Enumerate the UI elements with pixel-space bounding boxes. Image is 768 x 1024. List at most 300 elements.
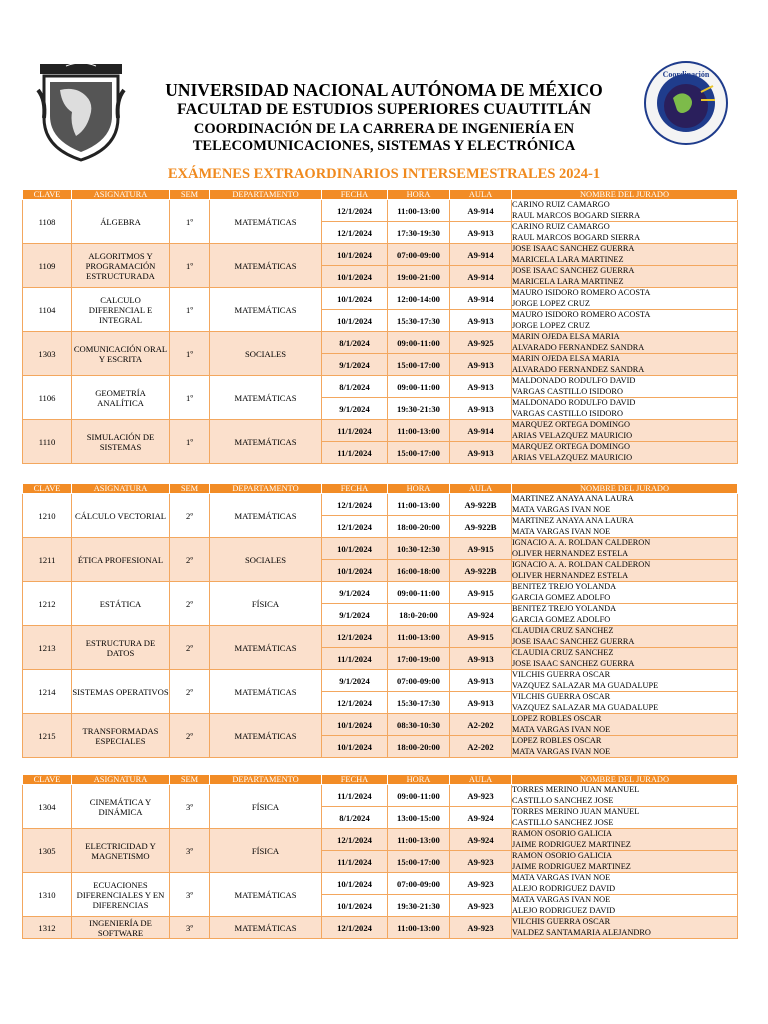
cell-sem: 1º <box>170 376 210 420</box>
cell-jurado <box>512 895 738 917</box>
jurado-name: BENITEZ TREJO YOLANDA <box>512 582 617 591</box>
cell-sem: 1º <box>170 200 210 244</box>
cell-hora: 11:00-13:00 <box>388 829 450 851</box>
jurado-name: MARIN OJEDA ELSA MARIA <box>512 332 620 341</box>
cell-aula: A9-913 <box>450 398 512 420</box>
cell-jurado <box>512 376 738 398</box>
cell-fecha: 8/1/2024 <box>322 807 388 829</box>
university-name: UNIVERSIDAD NACIONAL AUTÓNOMA DE MÉXICO <box>165 80 603 100</box>
cell-aula: A9-913 <box>450 376 512 398</box>
jurado-name: ALEJO RODRIGUEZ DAVID <box>512 883 616 893</box>
cell-hora: 15:00-17:00 <box>388 851 450 873</box>
cell-jurado <box>512 222 738 244</box>
cell-sem: 2º <box>170 494 210 538</box>
jurado-name: MARTINEZ ANAYA ANA LAURA <box>512 494 634 503</box>
column-header-jurado: NOMBRE DEL JURADO <box>512 484 738 494</box>
jurado-name: MARIN OJEDA ELSA MARIA <box>512 354 620 363</box>
cell-hora: 17:30-19:30 <box>388 222 450 244</box>
jurado-name: JAIME RODRIGUEZ MARTINEZ <box>512 839 631 849</box>
table-row <box>23 829 738 851</box>
cell-fecha: 12/1/2024 <box>322 626 388 648</box>
cell-aula: A9-923 <box>450 851 512 873</box>
cell-sem: 2º <box>170 538 210 582</box>
cell-fecha: 11/1/2024 <box>322 648 388 670</box>
cell-jurado <box>512 714 738 736</box>
cell-hora: 11:00-13:00 <box>388 420 450 442</box>
cell-jurado <box>512 807 738 829</box>
jurado-name: RAUL MARCOS BOGARD SIERRA <box>512 232 641 242</box>
cell-asignatura: INGENIERÍA DE SOFTWARE <box>72 917 170 939</box>
cell-fecha: 10/1/2024 <box>322 288 388 310</box>
cell-hora: 11:00-13:00 <box>388 494 450 516</box>
cell-jurado <box>512 670 738 692</box>
cell-jurado <box>512 516 738 538</box>
cell-jurado <box>512 442 738 464</box>
jurado-name: MATA VARGAS IVAN NOE <box>512 895 611 904</box>
column-header-clave: CLAVE <box>23 484 72 494</box>
jurado-name: MAURO ISIDORO ROMERO ACOSTA <box>512 310 651 319</box>
jurado-name: OLIVER HERNANDEZ ESTELA <box>512 570 629 580</box>
cell-fecha: 11/1/2024 <box>322 851 388 873</box>
cell-jurado <box>512 420 738 442</box>
cell-jurado <box>512 604 738 626</box>
column-header-asignatura: ASIGNATURA <box>72 775 170 785</box>
cell-fecha: 9/1/2024 <box>322 398 388 420</box>
cell-sem: 2º <box>170 714 210 758</box>
cell-fecha: 12/1/2024 <box>322 516 388 538</box>
jurado-name: JORGE LOPEZ CRUZ <box>512 320 590 330</box>
cell-sem: 2º <box>170 582 210 626</box>
schedule-table-sem1 <box>22 189 738 464</box>
cell-clave: 1305 <box>23 829 72 873</box>
cell-asignatura: CINEMÁTICA Y DINÁMICA <box>72 785 170 829</box>
cell-hora: 18:00-20:00 <box>388 736 450 758</box>
table-row <box>23 420 738 442</box>
jurado-name: JAIME RODRIGUEZ MARTINEZ <box>512 861 631 871</box>
jurado-name: OLIVER HERNANDEZ ESTELA <box>512 548 629 558</box>
jurado-name: MARICELA LARA MARTINEZ <box>512 276 624 286</box>
cell-departamento: MATEMÁTICAS <box>210 200 322 244</box>
table-row <box>23 917 738 939</box>
header-row <box>23 190 738 200</box>
jurado-name: JOSE ISAAC SANCHEZ GUERRA <box>512 658 635 668</box>
cell-hora: 11:00-13:00 <box>388 917 450 939</box>
column-header-departamento: DEPARTAMENTO <box>210 190 322 200</box>
cell-hora: 10:30-12:30 <box>388 538 450 560</box>
cell-fecha: 8/1/2024 <box>322 376 388 398</box>
jurado-name: JORGE LOPEZ CRUZ <box>512 298 590 308</box>
cell-jurado <box>512 266 738 288</box>
cell-asignatura: ELECTRICIDAD Y MAGNETISMO <box>72 829 170 873</box>
cell-fecha: 12/1/2024 <box>322 200 388 222</box>
jurado-name: JOSE ISAAC SANCHEZ GUERRA <box>512 244 635 253</box>
table-row <box>23 785 738 807</box>
cell-asignatura: CALCULO DIFERENCIAL E INTEGRAL <box>72 288 170 332</box>
cell-hora: 16:00-18:00 <box>388 560 450 582</box>
jurado-name: MARICELA LARA MARTINEZ <box>512 254 624 264</box>
cell-clave: 1109 <box>23 244 72 288</box>
cell-hora: 18:0-20:00 <box>388 604 450 626</box>
cell-sem: 2º <box>170 670 210 714</box>
cell-sem: 1º <box>170 288 210 332</box>
cell-hora: 07:00-09:00 <box>388 670 450 692</box>
cell-hora: 12:00-14:00 <box>388 288 450 310</box>
jurado-name: MAURO ISIDORO ROMERO ACOSTA <box>512 288 651 297</box>
cell-jurado <box>512 200 738 222</box>
cell-clave: 1110 <box>23 420 72 464</box>
table-row <box>23 288 738 310</box>
faculty-name: FACULTAD DE ESTUDIOS SUPERIORES CUAUTITLÁN <box>176 101 591 118</box>
jurado-name: JOSE ISAAC SANCHEZ GUERRA <box>512 266 635 275</box>
cell-fecha: 9/1/2024 <box>322 604 388 626</box>
cell-clave: 1215 <box>23 714 72 758</box>
cell-clave: 1310 <box>23 873 72 917</box>
column-header-fecha: FECHA <box>322 775 388 785</box>
column-header-clave: CLAVE <box>23 190 72 200</box>
jurado-name: VAZQUEZ SALAZAR MA GUADALUPE <box>512 680 659 690</box>
cell-fecha: 10/1/2024 <box>322 266 388 288</box>
cell-jurado <box>512 332 738 354</box>
cell-jurado <box>512 626 738 648</box>
jurado-name: VARGAS CASTILLO ISIDORO <box>512 386 623 396</box>
column-header-sem: SEM <box>170 484 210 494</box>
cell-hora: 15:00-17:00 <box>388 442 450 464</box>
cell-jurado <box>512 851 738 873</box>
cell-aula: A9-923 <box>450 917 512 939</box>
jurado-name: MALDONADO RODULFO DAVID <box>512 376 636 385</box>
cell-hora: 07:00-09:00 <box>388 873 450 895</box>
cell-sem: 3º <box>170 873 210 917</box>
table-row <box>23 494 738 516</box>
jurado-name: IGNACIO A. A. ROLDAN CALDERON <box>512 538 651 547</box>
cell-asignatura: TRANSFORMADAS ESPECIALES <box>72 714 170 758</box>
cell-aula: A9-922B <box>450 560 512 582</box>
column-header-aula: AULA <box>450 775 512 785</box>
jurado-name: VILCHIS GUERRA OSCAR <box>512 670 611 679</box>
cell-clave: 1212 <box>23 582 72 626</box>
cell-jurado <box>512 582 738 604</box>
column-header-jurado: NOMBRE DEL JURADO <box>512 775 738 785</box>
jurado-name: JOSE ISAAC SANCHEZ GUERRA <box>512 636 635 646</box>
cell-aula: A9-914 <box>450 420 512 442</box>
header-row <box>23 775 738 785</box>
cell-fecha: 12/1/2024 <box>322 692 388 714</box>
cell-asignatura: ÁLGEBRA <box>72 200 170 244</box>
cell-departamento: MATEMÁTICAS <box>210 288 322 332</box>
cell-aula: A9-914 <box>450 266 512 288</box>
jurado-name: VALDEZ SANTAMARIA ALEJANDRO <box>512 927 651 937</box>
cell-asignatura: ALGORITMOS Y PROGRAMACIÓN ESTRUCTURADA <box>72 244 170 288</box>
jurado-name: LOPEZ ROBLES OSCAR <box>512 736 602 745</box>
column-header-departamento: DEPARTAMENTO <box>210 484 322 494</box>
schedule-table-sem2 <box>22 483 738 758</box>
cell-aula: A2-202 <box>450 714 512 736</box>
cell-aula: A9-913 <box>450 442 512 464</box>
column-header-hora: HORA <box>388 775 450 785</box>
table-row <box>23 873 738 895</box>
cell-departamento: SOCIALES <box>210 538 322 582</box>
jurado-name: ARIAS VELAZQUEZ MAURICIO <box>512 430 633 440</box>
cell-jurado <box>512 873 738 895</box>
cell-clave: 1108 <box>23 200 72 244</box>
cell-aula: A9-914 <box>450 200 512 222</box>
cell-departamento: SOCIALES <box>210 332 322 376</box>
cell-clave: 1214 <box>23 670 72 714</box>
table-row <box>23 670 738 692</box>
cell-departamento: MATEMÁTICAS <box>210 626 322 670</box>
jurado-name: ALVARADO FERNANDEZ SANDRA <box>512 342 645 352</box>
jurado-name: ALVARADO FERNANDEZ SANDRA <box>512 364 645 374</box>
cell-aula: A9-913 <box>450 692 512 714</box>
cell-departamento: FÍSICA <box>210 785 322 829</box>
cell-hora: 19:30-21:30 <box>388 895 450 917</box>
column-header-hora: HORA <box>388 190 450 200</box>
jurado-name: MATA VARGAS IVAN NOE <box>512 724 611 734</box>
cell-departamento: MATEMÁTICAS <box>210 670 322 714</box>
jurado-name: BENITEZ TREJO YOLANDA <box>512 604 617 613</box>
jurado-name: GARCIA GOMEZ ADOLFO <box>512 592 611 602</box>
header-row <box>23 484 738 494</box>
column-header-asignatura: ASIGNATURA <box>72 190 170 200</box>
jurado-name: ARIAS VELAZQUEZ MAURICIO <box>512 452 633 462</box>
cell-jurado <box>512 538 738 560</box>
cell-aula: A9-915 <box>450 582 512 604</box>
cell-aula: A9-924 <box>450 829 512 851</box>
cell-hora: 09:00-11:00 <box>388 332 450 354</box>
cell-sem: 2º <box>170 626 210 670</box>
cell-fecha: 9/1/2024 <box>322 582 388 604</box>
jurado-name: CLAUDIA CRUZ SANCHEZ <box>512 626 614 635</box>
table-row <box>23 376 738 398</box>
cell-departamento: FÍSICA <box>210 582 322 626</box>
cell-hora: 18:00-20:00 <box>388 516 450 538</box>
coordination-line-1: COORDINACIÓN DE LA CARRERA DE INGENIERÍA EN <box>193 121 575 137</box>
cell-clave: 1106 <box>23 376 72 420</box>
jurado-name: TORRES MERINO JUAN MANUEL <box>512 807 640 816</box>
jurado-name: MARQUEZ ORTEGA DOMINGO <box>512 442 630 451</box>
column-header-departamento: DEPARTAMENTO <box>210 775 322 785</box>
cell-jurado <box>512 244 738 266</box>
cell-clave: 1312 <box>23 917 72 939</box>
column-header-fecha: FECHA <box>322 190 388 200</box>
cell-asignatura: ESTÁTICA <box>72 582 170 626</box>
cell-asignatura: GEOMETRÍA ANALÍTICA <box>72 376 170 420</box>
cell-hora: 15:30-17:30 <box>388 310 450 332</box>
jurado-name: CARINO RUIZ CAMARGO <box>512 222 610 231</box>
column-header-jurado: NOMBRE DEL JURADO <box>512 190 738 200</box>
cell-sem: 1º <box>170 244 210 288</box>
cell-departamento: MATEMÁTICAS <box>210 376 322 420</box>
cell-aula: A9-913 <box>450 310 512 332</box>
jurado-name: MATA VARGAS IVAN NOE <box>512 873 611 882</box>
cell-fecha: 10/1/2024 <box>322 538 388 560</box>
cell-aula: A9-913 <box>450 648 512 670</box>
cell-hora: 11:00-13:00 <box>388 626 450 648</box>
jurado-name: RAMON OSORIO GALICIA <box>512 851 613 860</box>
cell-clave: 1303 <box>23 332 72 376</box>
jurado-name: VAZQUEZ SALAZAR MA GUADALUPE <box>512 702 659 712</box>
cell-fecha: 9/1/2024 <box>322 670 388 692</box>
jurado-name: LOPEZ ROBLES OSCAR <box>512 714 602 723</box>
cell-sem: 1º <box>170 332 210 376</box>
cell-hora: 15:30-17:30 <box>388 692 450 714</box>
table-row <box>23 244 738 266</box>
column-header-sem: SEM <box>170 775 210 785</box>
cell-departamento: MATEMÁTICAS <box>210 714 322 758</box>
cell-aula: A9-915 <box>450 626 512 648</box>
cell-jurado <box>512 494 738 516</box>
cell-jurado <box>512 692 738 714</box>
cell-fecha: 12/1/2024 <box>322 494 388 516</box>
cell-fecha: 9/1/2024 <box>322 354 388 376</box>
cell-aula: A9-913 <box>450 222 512 244</box>
cell-jurado <box>512 354 738 376</box>
cell-fecha: 10/1/2024 <box>322 244 388 266</box>
jurado-name: IGNACIO A. A. ROLDAN CALDERON <box>512 560 651 569</box>
jurado-name: VARGAS CASTILLO ISIDORO <box>512 408 623 418</box>
table-row <box>23 626 738 648</box>
coordination-name <box>130 121 638 155</box>
cell-fecha: 12/1/2024 <box>322 917 388 939</box>
cell-fecha: 10/1/2024 <box>322 873 388 895</box>
cell-aula: A9-923 <box>450 895 512 917</box>
cell-hora: 07:00-09:00 <box>388 244 450 266</box>
cell-jurado <box>512 398 738 420</box>
cell-hora: 09:00-11:00 <box>388 582 450 604</box>
cell-hora: 08:30-10:30 <box>388 714 450 736</box>
cell-asignatura: COMUNICACIÓN ORAL Y ESCRITA <box>72 332 170 376</box>
jurado-name: CASTILLO SANCHEZ JOSE <box>512 795 614 805</box>
cell-fecha: 8/1/2024 <box>322 332 388 354</box>
cell-sem: 3º <box>170 785 210 829</box>
table-row <box>23 200 738 222</box>
column-header-asignatura: ASIGNATURA <box>72 484 170 494</box>
cell-aula: A9-924 <box>450 604 512 626</box>
schedule-table-sem3 <box>22 774 738 939</box>
column-header-hora: HORA <box>388 484 450 494</box>
cell-hora: 19:30-21:30 <box>388 398 450 420</box>
table-row <box>23 582 738 604</box>
cell-asignatura: ESTRUCTURA DE DATOS <box>72 626 170 670</box>
cell-sem: 1º <box>170 420 210 464</box>
cell-clave: 1304 <box>23 785 72 829</box>
cell-fecha: 12/1/2024 <box>322 222 388 244</box>
cell-hora: 15:00-17:00 <box>388 354 450 376</box>
cell-hora: 09:00-11:00 <box>388 376 450 398</box>
exam-title: EXÁMENES EXTRAORDINARIOS INTERSEMESTRALES 2024-1 <box>167 166 601 182</box>
jurado-name: MATA VARGAS IVAN NOE <box>512 746 611 756</box>
unam-seal-logo <box>36 60 126 164</box>
cell-jurado <box>512 917 738 939</box>
cell-fecha: 10/1/2024 <box>322 736 388 758</box>
cell-aula: A9-923 <box>450 873 512 895</box>
cell-sem: 3º <box>170 917 210 939</box>
cell-aula: A9-913 <box>450 354 512 376</box>
cell-fecha: 10/1/2024 <box>322 560 388 582</box>
jurado-name: MATA VARGAS IVAN NOE <box>512 504 611 514</box>
cell-departamento: MATEMÁTICAS <box>210 494 322 538</box>
table-row <box>23 332 738 354</box>
cell-hora: 11:00-13:00 <box>388 200 450 222</box>
cell-departamento: MATEMÁTICAS <box>210 873 322 917</box>
cell-hora: 09:00-11:00 <box>388 785 450 807</box>
cell-jurado <box>512 310 738 332</box>
cell-asignatura: SISTEMAS OPERATIVOS <box>72 670 170 714</box>
cell-departamento: MATEMÁTICAS <box>210 917 322 939</box>
cell-aula: A9-915 <box>450 538 512 560</box>
cell-clave: 1104 <box>23 288 72 332</box>
cell-fecha: 11/1/2024 <box>322 785 388 807</box>
cell-aula: A9-914 <box>450 244 512 266</box>
jurado-name: VILCHIS GUERRA OSCAR <box>512 692 611 701</box>
column-header-fecha: FECHA <box>322 484 388 494</box>
cell-jurado <box>512 785 738 807</box>
cell-jurado <box>512 288 738 310</box>
column-header-sem: SEM <box>170 190 210 200</box>
jurado-name: MALDONADO RODULFO DAVID <box>512 398 636 407</box>
column-header-clave: CLAVE <box>23 775 72 785</box>
cell-hora: 19:00-21:00 <box>388 266 450 288</box>
coordination-logo <box>643 60 729 146</box>
cell-sem: 3º <box>170 829 210 873</box>
cell-jurado <box>512 829 738 851</box>
cell-aula: A9-913 <box>450 670 512 692</box>
cell-aula: A2-202 <box>450 736 512 758</box>
coordination-line-2: TELECOMUNICACIONES, SISTEMAS Y ELECTRÓNICA <box>192 138 576 154</box>
jurado-name: TORRES MERINO JUAN MANUEL <box>512 785 640 794</box>
jurado-name: MATA VARGAS IVAN NOE <box>512 526 611 536</box>
cell-aula: A9-924 <box>450 807 512 829</box>
cell-fecha: 11/1/2024 <box>322 420 388 442</box>
cell-fecha: 10/1/2024 <box>322 895 388 917</box>
logo-title-text: Coordinación <box>662 70 710 79</box>
cell-aula: A9-922B <box>450 494 512 516</box>
cell-aula: A9-922B <box>450 516 512 538</box>
cell-asignatura: CÁLCULO VECTORIAL <box>72 494 170 538</box>
cell-jurado <box>512 736 738 758</box>
cell-fecha: 10/1/2024 <box>322 714 388 736</box>
cell-aula: A9-923 <box>450 785 512 807</box>
cell-hora: 13:00-15:00 <box>388 807 450 829</box>
jurado-name: RAUL MARCOS BOGARD SIERRA <box>512 210 641 220</box>
cell-clave: 1211 <box>23 538 72 582</box>
jurado-name: MARTINEZ ANAYA ANA LAURA <box>512 516 634 525</box>
jurado-name: RAMON OSORIO GALICIA <box>512 829 613 838</box>
cell-departamento: FÍSICA <box>210 829 322 873</box>
cell-asignatura: ÉTICA PROFESIONAL <box>72 538 170 582</box>
jurado-name: CARINO RUIZ CAMARGO <box>512 200 610 209</box>
cell-aula: A9-925 <box>450 332 512 354</box>
jurado-name: ALEJO RODRIGUEZ DAVID <box>512 905 616 915</box>
jurado-name: GARCIA GOMEZ ADOLFO <box>512 614 611 624</box>
cell-fecha: 12/1/2024 <box>322 829 388 851</box>
jurado-name: MARQUEZ ORTEGA DOMINGO <box>512 420 630 429</box>
cell-clave: 1213 <box>23 626 72 670</box>
cell-fecha: 10/1/2024 <box>322 310 388 332</box>
table-row <box>23 714 738 736</box>
cell-hora: 17:00-19:00 <box>388 648 450 670</box>
column-header-aula: AULA <box>450 484 512 494</box>
cell-aula: A9-914 <box>450 288 512 310</box>
cell-jurado <box>512 560 738 582</box>
jurado-name: CASTILLO SANCHEZ JOSE <box>512 817 614 827</box>
table-row <box>23 538 738 560</box>
cell-asignatura: SIMULACIÓN DE SISTEMAS <box>72 420 170 464</box>
cell-departamento: MATEMÁTICAS <box>210 244 322 288</box>
cell-departamento: MATEMÁTICAS <box>210 420 322 464</box>
jurado-name: VILCHIS GUERRA OSCAR <box>512 917 611 926</box>
jurado-name: CLAUDIA CRUZ SANCHEZ <box>512 648 614 657</box>
